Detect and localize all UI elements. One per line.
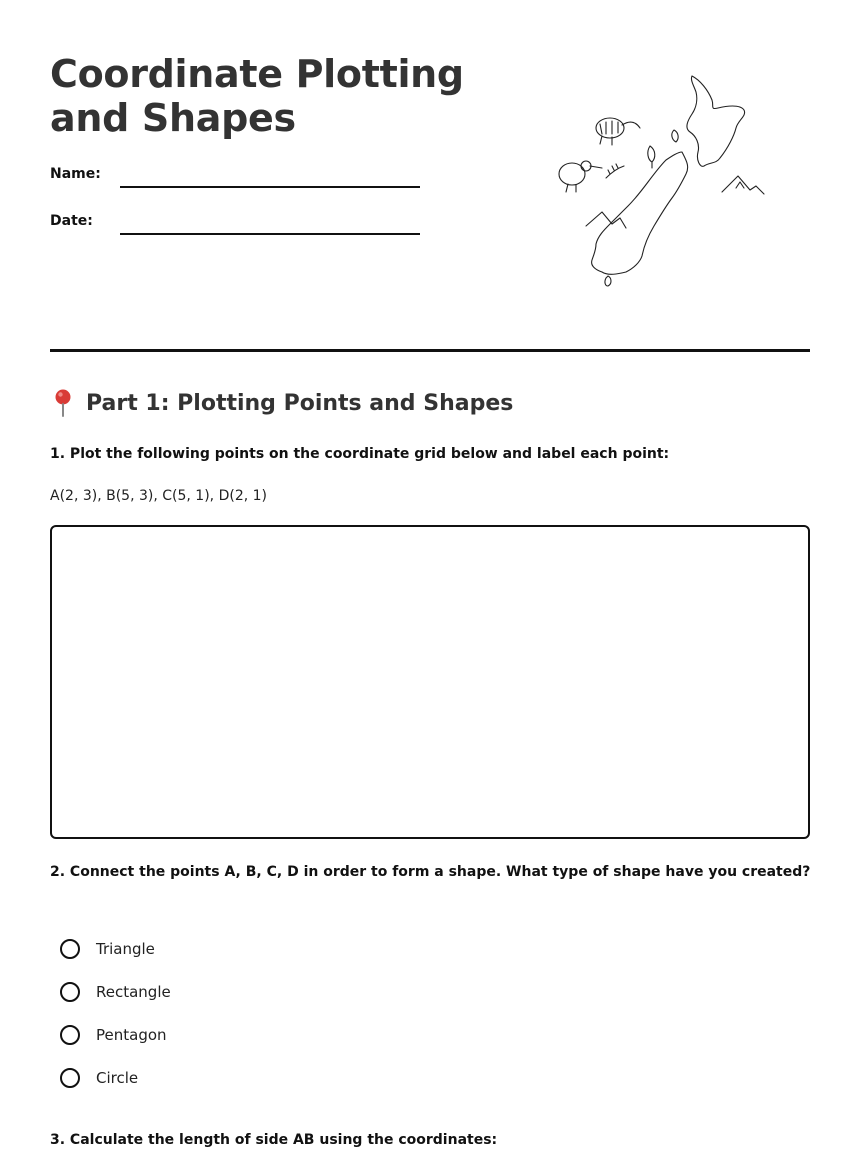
mountain-peak-right: [722, 176, 764, 194]
option-label: Circle: [96, 1068, 139, 1087]
shape-options: [60, 927, 171, 1099]
option-pentagon[interactable]: [60, 1013, 171, 1056]
fern-leaf-1: [648, 146, 655, 168]
option-label: Rectangle: [96, 982, 171, 1001]
coordinate-grid-area[interactable]: [50, 525, 810, 839]
date-field-row: [50, 213, 420, 229]
radio-button[interactable]: [60, 1025, 80, 1045]
part1-heading: [50, 388, 513, 418]
radio-button[interactable]: [60, 939, 80, 959]
worksheet-title: Coordinate Plotting and Shapes: [50, 52, 464, 140]
radio-button[interactable]: [60, 1068, 80, 1088]
north-island-shape: [687, 76, 745, 166]
part1-heading-text: Part 1: Plotting Points and Shapes: [86, 390, 514, 416]
date-input-line[interactable]: [120, 233, 420, 235]
fern-leaf-2: [672, 130, 678, 142]
fern-leaf-3: [606, 164, 624, 178]
south-island-shape: [592, 152, 688, 274]
name-input-line[interactable]: [120, 186, 420, 188]
date-label: Date:: [50, 213, 93, 229]
kiwi-bird-top: [596, 118, 624, 138]
section-divider: [50, 349, 810, 352]
question-1: 1. Plot the following points on the coordinate grid below and label each point:: [50, 446, 670, 462]
stewart-island-shape: [605, 276, 611, 286]
option-label: Pentagon: [96, 1025, 167, 1044]
new-zealand-map-illustration: [550, 70, 780, 290]
question-2: 2. Connect the points A, B, C, D in order to form a shape. What type of shape have you created?: [50, 864, 811, 880]
option-label: Triangle: [96, 939, 155, 958]
points-list: A(2, 3), B(5, 3), C(5, 1), D(2, 1): [50, 488, 267, 504]
option-rectangle[interactable]: [60, 970, 171, 1013]
option-triangle[interactable]: [60, 927, 171, 970]
question-3: 3. Calculate the length of side AB using the coordinates:: [50, 1132, 498, 1148]
pushpin-icon: [50, 388, 76, 418]
option-circle[interactable]: [60, 1056, 171, 1099]
radio-button[interactable]: [60, 982, 80, 1002]
name-field-row: [50, 166, 420, 182]
name-label: Name:: [50, 166, 101, 182]
